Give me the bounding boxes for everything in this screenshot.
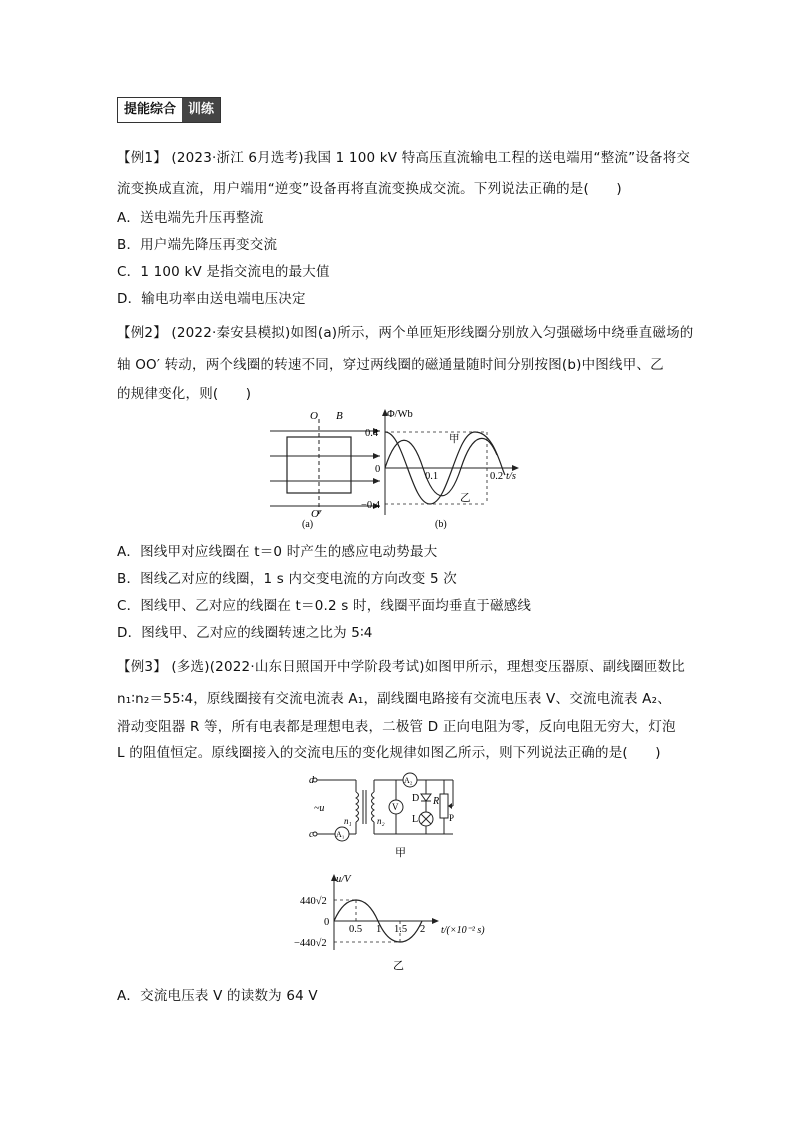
- label-yi: 乙: [460, 493, 471, 504]
- label-V: V: [392, 802, 399, 812]
- q2-stem-line3: 的规律变化，则( ): [117, 386, 252, 402]
- q3-stem-line4: L 的阻值恒定。原线圈接入的交流电压的变化规律如图乙所示，则下列说法正确的是( ): [117, 745, 661, 761]
- q3-voltage-graph: [290, 872, 510, 972]
- q3-stem-line2: n₁∶n₂＝55∶4，原线圈接有交流电流表 A₁，副线圈电路接有交流电压表 V、交流电流表 A₂、: [117, 691, 671, 707]
- q2-stem-line1: 【例2】 (2022·秦安县模拟)如图(a)所示，两个单匝矩形线圈分别放入匀强磁场中绕垂直磁场的: [117, 325, 694, 341]
- figure-a: [270, 410, 380, 530]
- label-a: (a): [302, 519, 314, 530]
- label-d: d: [309, 775, 314, 786]
- q1-stem-line1: 【例1】 (2023·浙江 6月选考)我国 1 100 kV 特高压直流输电工程的送电端用“整流”设备将交: [117, 150, 691, 166]
- q1-option-d: D．输电功率由送电端电压决定: [117, 291, 306, 307]
- x-tick-2: 0.2: [490, 471, 504, 482]
- curve-yi: [385, 438, 497, 495]
- q1-stem-line2: 流变换成直流，用户端用“逆变”设备再将直流变换成交流。下列说法正确的是( ): [117, 181, 622, 197]
- label-O-prime: O′: [311, 508, 322, 520]
- t-tick-2: 2: [420, 924, 426, 935]
- y-tick-pos: 0.4: [365, 428, 379, 439]
- figure-b: [361, 409, 519, 530]
- label-b: (b): [435, 519, 447, 530]
- label-A2: A₂: [404, 776, 413, 785]
- label-c: c: [309, 829, 314, 840]
- u-axis-label: u/V: [336, 874, 351, 885]
- diode: [421, 794, 431, 801]
- label-B: B: [336, 410, 343, 422]
- y-tick-zero: 0: [375, 464, 381, 475]
- q3-circuit-figure: [308, 770, 458, 862]
- banner-tag: 训练: [182, 98, 220, 122]
- q1-option-c: C．1 100 kV 是指交流电的最大值: [117, 264, 330, 280]
- u-tick-zero: 0: [324, 917, 330, 928]
- label-R: R: [433, 796, 440, 807]
- secondary-coil: [372, 792, 375, 822]
- q1-option-b: B．用户端先降压再变交流: [117, 237, 278, 253]
- label-P: P: [449, 813, 455, 823]
- t-tick-1.5: 1.5: [394, 924, 408, 935]
- u-tick-neg: −440√2: [294, 938, 327, 949]
- t-tick-0.5: 0.5: [349, 924, 363, 935]
- x-tick-1: 0.1: [425, 471, 439, 482]
- label-A1: A₁: [336, 830, 345, 839]
- label-u: ~u: [314, 803, 325, 814]
- label-O: O: [310, 410, 318, 422]
- t-tick-1: 1: [376, 924, 382, 935]
- label-L: L: [412, 814, 419, 825]
- primary-coil: [356, 792, 359, 822]
- section-banner: [117, 97, 221, 123]
- u-tick-pos: 440√2: [300, 896, 327, 907]
- label-n1: n₁: [344, 816, 352, 826]
- q2-option-b: B．图线乙对应的线圈，1 s 内交变电流的方向改变 5 次: [117, 571, 457, 587]
- caption-yi: 乙: [393, 960, 404, 972]
- q2-figure: [265, 405, 540, 530]
- label-jia: 甲: [449, 434, 460, 445]
- caption-jia: 甲: [395, 847, 406, 859]
- phi-axis-label: Φ/Wb: [387, 409, 413, 420]
- y-tick-neg: −0.4: [361, 500, 381, 511]
- rheostat: [440, 794, 448, 818]
- t-axis-label: t/(×10⁻² s): [441, 925, 485, 936]
- label-D: D: [412, 793, 420, 804]
- q1-option-a: A．送电端先升压再整流: [117, 210, 264, 226]
- q2-option-c: C．图线甲、乙对应的线圈在 t＝0.2 s 时，线圈平面均垂直于磁感线: [117, 598, 532, 614]
- q3-stem-line1: 【例3】 (多选)(2022·山东日照国开中学阶段考试)如图甲所示，理想变压器原、副线圈匝数比: [117, 659, 685, 675]
- q3-stem-line3: 滑动变阻器 R 等，所有电表都是理想电表，二极管 D 正向电阻为零，反向电阻无穷大，灯泡: [117, 719, 676, 735]
- banner-title: 提能综合: [118, 98, 182, 122]
- q2-option-d: D．图线甲、乙对应的线圈转速之比为 5∶4: [117, 625, 373, 641]
- q3-option-a: A．交流电压表 V 的读数为 64 V: [117, 988, 318, 1004]
- t-axis-label: t/s: [506, 471, 516, 482]
- q2-option-a: A．图线甲对应线圈在 t＝0 时产生的感应电动势最大: [117, 544, 438, 560]
- q2-stem-line2: 轴 OO′ 转动，两个线圈的转速不同，穿过两线圈的磁通量随时间分别按图(b)中图线甲、乙: [117, 357, 664, 373]
- label-n2: n₂: [377, 816, 385, 826]
